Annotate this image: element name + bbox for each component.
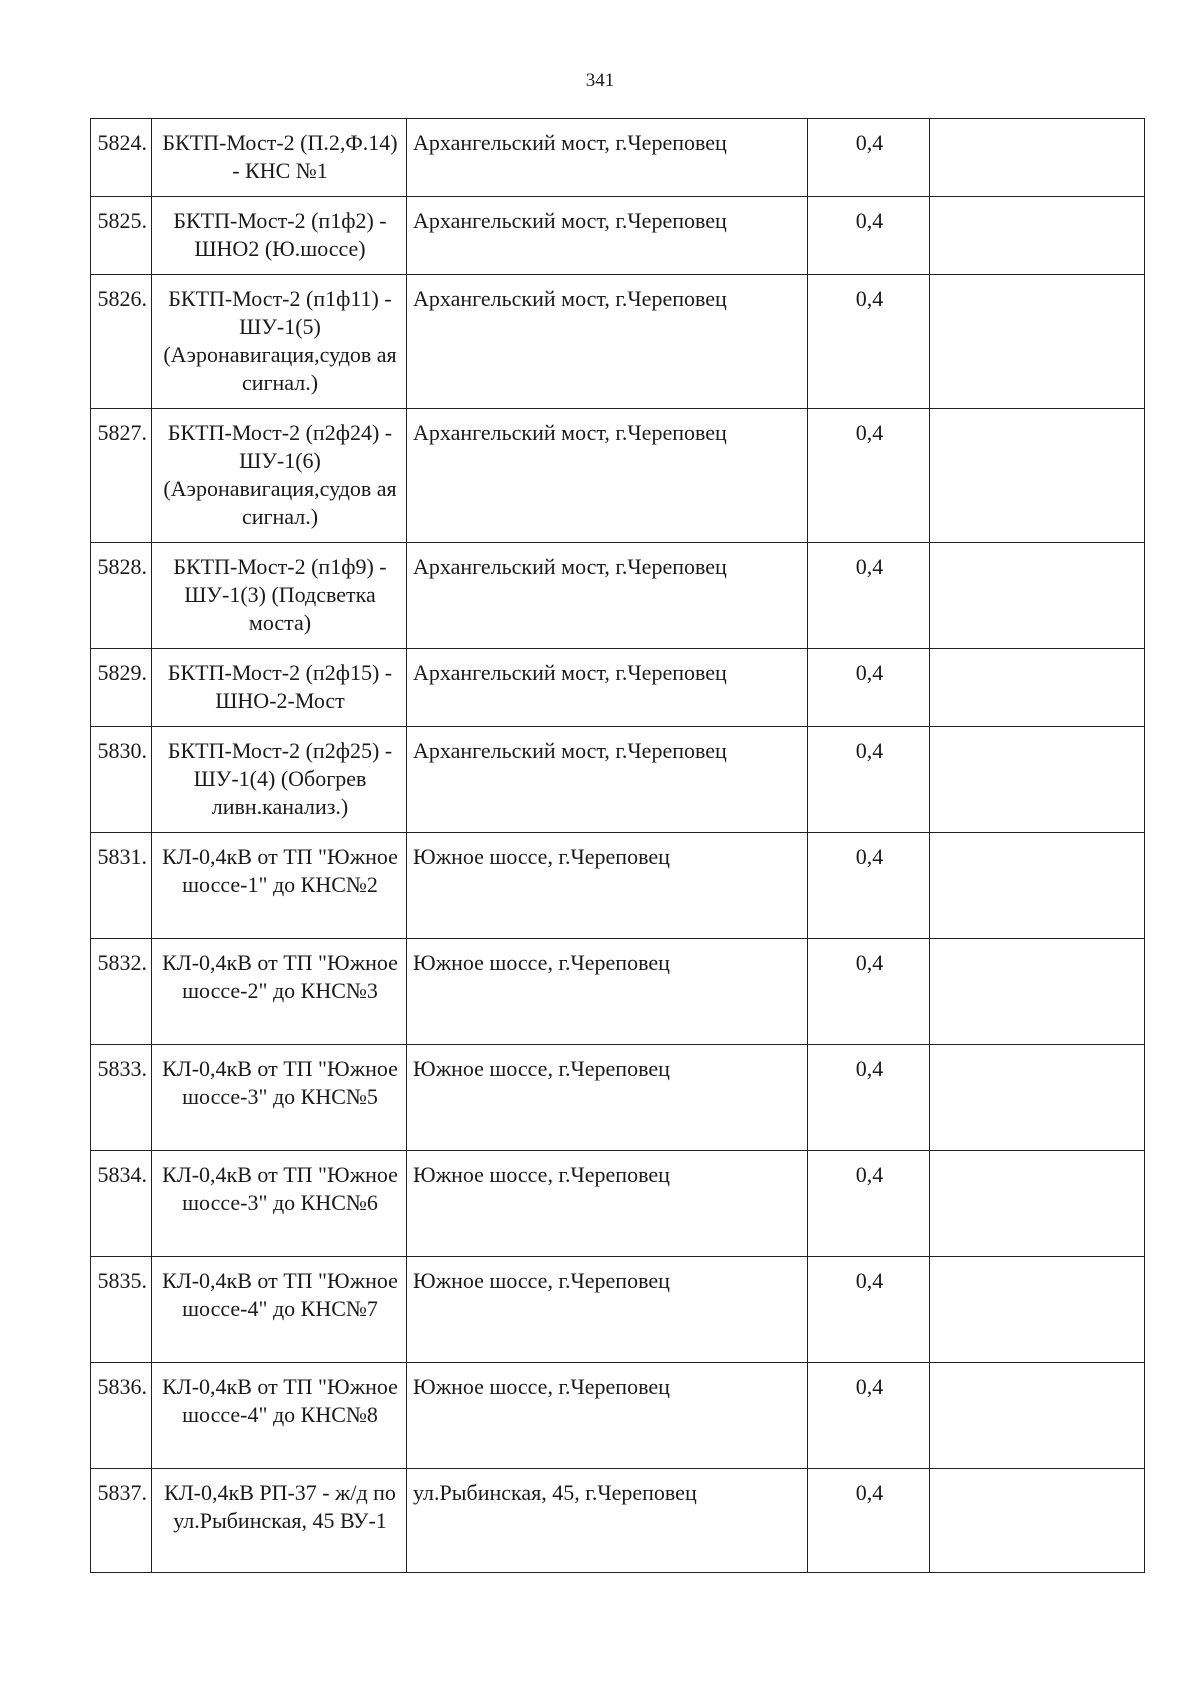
object-name: КЛ-0,4кВ от ТП "Южное шоссе-3" до КНС№5	[152, 1045, 407, 1151]
note-cell	[930, 409, 1145, 543]
object-address: Южное шоссе, г.Череповец	[407, 1257, 808, 1363]
object-address: Южное шоссе, г.Череповец	[407, 1363, 808, 1469]
object-name: КЛ-0,4кВ от ТП "Южное шоссе-4" до КНС№8	[152, 1363, 407, 1469]
table-row	[91, 197, 1145, 275]
note-cell	[930, 543, 1145, 649]
voltage-value: 0,4	[808, 833, 930, 939]
row-number: 5826.	[91, 275, 152, 409]
note-cell	[930, 939, 1145, 1045]
row-number: 5827.	[91, 409, 152, 543]
object-address: Южное шоссе, г.Череповец	[407, 1045, 808, 1151]
row-number: 5824.	[91, 119, 152, 197]
voltage-value: 0,4	[808, 275, 930, 409]
voltage-value: 0,4	[808, 409, 930, 543]
note-cell	[930, 727, 1145, 833]
table-row	[91, 543, 1145, 649]
note-cell	[930, 649, 1145, 727]
table-row	[91, 1151, 1145, 1257]
registry-table	[90, 118, 1145, 1573]
voltage-value: 0,4	[808, 119, 930, 197]
object-name: БКТП-Мост-2 (п2ф15) - ШНО-2-Мост	[152, 649, 407, 727]
table-row	[91, 1363, 1145, 1469]
object-address: Южное шоссе, г.Череповец	[407, 1151, 808, 1257]
row-number: 5836.	[91, 1363, 152, 1469]
table-row	[91, 1257, 1145, 1363]
note-cell	[930, 1151, 1145, 1257]
page-number: 341	[585, 70, 615, 91]
note-cell	[930, 1469, 1145, 1573]
object-name: КЛ-0,4кВ от ТП "Южное шоссе-1" до КНС№2	[152, 833, 407, 939]
object-name: КЛ-0,4кВ от ТП "Южное шоссе-4" до КНС№7	[152, 1257, 407, 1363]
voltage-value: 0,4	[808, 939, 930, 1045]
row-number: 5835.	[91, 1257, 152, 1363]
object-name: БКТП-Мост-2 (п1ф9) - ШУ-1(3) (Подсветка моста)	[152, 543, 407, 649]
object-address: Архангельский мост, г.Череповец	[407, 727, 808, 833]
object-address: ул.Рыбинская, 45, г.Череповец	[407, 1469, 808, 1573]
voltage-value: 0,4	[808, 649, 930, 727]
voltage-value: 0,4	[808, 727, 930, 833]
object-address: Архангельский мост, г.Череповец	[407, 197, 808, 275]
row-number: 5825.	[91, 197, 152, 275]
note-cell	[930, 1045, 1145, 1151]
object-name: КЛ-0,4кВ от ТП "Южное шоссе-3" до КНС№6	[152, 1151, 407, 1257]
row-number: 5833.	[91, 1045, 152, 1151]
object-name: КЛ-0,4кВ от ТП "Южное шоссе-2" до КНС№3	[152, 939, 407, 1045]
row-number: 5837.	[91, 1469, 152, 1573]
object-address: Южное шоссе, г.Череповец	[407, 939, 808, 1045]
object-address: Архангельский мост, г.Череповец	[407, 543, 808, 649]
voltage-value: 0,4	[808, 197, 930, 275]
object-address: Архангельский мост, г.Череповец	[407, 275, 808, 409]
row-number: 5834.	[91, 1151, 152, 1257]
row-number: 5829.	[91, 649, 152, 727]
table-row	[91, 727, 1145, 833]
object-name: БКТП-Мост-2 (п1ф2) - ШНО2 (Ю.шоссе)	[152, 197, 407, 275]
note-cell	[930, 197, 1145, 275]
voltage-value: 0,4	[808, 1363, 930, 1469]
voltage-value: 0,4	[808, 1151, 930, 1257]
table-row	[91, 1469, 1145, 1573]
object-name: БКТП-Мост-2 (П.2,Ф.14) - КНС №1	[152, 119, 407, 197]
object-name: БКТП-Мост-2 (п2ф24) - ШУ-1(6) (Аэронавигация,судов ая сигнал.)	[152, 409, 407, 543]
object-address: Архангельский мост, г.Череповец	[407, 649, 808, 727]
note-cell	[930, 275, 1145, 409]
note-cell	[930, 119, 1145, 197]
table-row	[91, 119, 1145, 197]
voltage-value: 0,4	[808, 1257, 930, 1363]
note-cell	[930, 1363, 1145, 1469]
row-number: 5828.	[91, 543, 152, 649]
table-row	[91, 1045, 1145, 1151]
table-row	[91, 833, 1145, 939]
note-cell	[930, 1257, 1145, 1363]
object-address: Южное шоссе, г.Череповец	[407, 833, 808, 939]
object-name: БКТП-Мост-2 (п2ф25) - ШУ-1(4) (Обогрев ливн.канализ.)	[152, 727, 407, 833]
row-number: 5832.	[91, 939, 152, 1045]
object-address: Архангельский мост, г.Череповец	[407, 409, 808, 543]
table-row	[91, 939, 1145, 1045]
table-row	[91, 409, 1145, 543]
voltage-value: 0,4	[808, 1045, 930, 1151]
voltage-value: 0,4	[808, 543, 930, 649]
row-number: 5831.	[91, 833, 152, 939]
object-name: КЛ-0,4кВ РП-37 - ж/д по ул.Рыбинская, 45 ВУ-1	[152, 1469, 407, 1573]
row-number: 5830.	[91, 727, 152, 833]
note-cell	[930, 833, 1145, 939]
table-row	[91, 649, 1145, 727]
object-name: БКТП-Мост-2 (п1ф11) - ШУ-1(5) (Аэронавигация,судов ая сигнал.)	[152, 275, 407, 409]
table-row	[91, 275, 1145, 409]
voltage-value: 0,4	[808, 1469, 930, 1573]
object-address: Архангельский мост, г.Череповец	[407, 119, 808, 197]
